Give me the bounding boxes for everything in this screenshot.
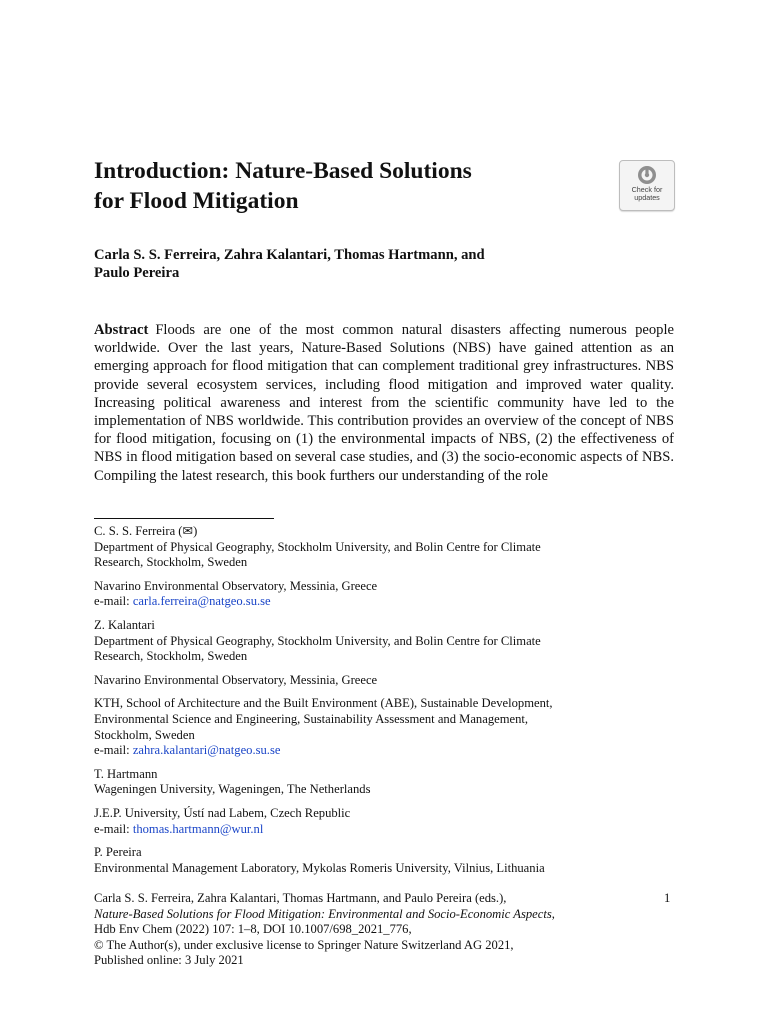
affiliation-line: Navarino Environmental Observatory, Messinia, Greece xyxy=(94,672,378,687)
affiliation-line: Navarino Environmental Observatory, Messinia, Greece xyxy=(94,578,378,593)
affiliation-ferreira xyxy=(94,524,684,571)
email-line: e-mail: zahra.kalantari@natgeo.su.se xyxy=(94,743,281,758)
affiliation-line: Environmental Management Laboratory, Mykolas Romeris University, Vilnius, Lithuania xyxy=(94,860,545,875)
affiliation-line: Research, Stockholm, Sweden xyxy=(94,555,248,570)
affiliation-line: Department of Physical Geography, Stockholm University, and Bolin Centre for Climate xyxy=(94,539,541,554)
affiliation-hartmann xyxy=(94,767,684,798)
affiliation-line: Stockholm, Sweden xyxy=(94,727,195,742)
affiliation-line: Department of Physical Geography, Stockholm University, and Bolin Centre for Climate xyxy=(94,633,541,648)
citation-copyright: © The Author(s), under exclusive license to Springer Nature Switzerland AG 2021, xyxy=(94,937,514,952)
affiliation-pereira xyxy=(94,845,684,876)
check-for-updates-icon xyxy=(637,165,657,185)
author-list-line1: Carla S. S. Ferreira, Zahra Kalantari, Thomas Hartmann, and xyxy=(94,247,485,263)
check-for-updates-label-1: Check for xyxy=(631,185,663,194)
abstract xyxy=(94,321,674,485)
citation-line: Carla S. S. Ferreira, Zahra Kalantari, Thomas Hartmann, and Paulo Pereira (eds.), xyxy=(94,891,507,905)
email-link-ferreira[interactable]: carla.ferreira@natgeo.su.se xyxy=(132,594,271,609)
author-list-line2: Paulo Pereira xyxy=(94,265,180,281)
affiliation-ferreira-2 xyxy=(94,579,684,610)
affiliation-line: KTH, School of Architecture and the Built Environment (ABE), Sustainable Development, xyxy=(94,696,553,711)
citation-footer xyxy=(94,891,684,969)
citation-doi: Hdb Env Chem (2022) 107: 1–8, DOI 10.1007/698_2021_776, xyxy=(94,922,412,937)
email-line: e-mail: carla.ferreira@natgeo.su.se xyxy=(94,594,271,609)
affiliation-line: Wageningen University, Wageningen, The Netherlands xyxy=(94,782,371,797)
email-line: e-mail: thomas.hartmann@wur.nl xyxy=(94,821,264,836)
citation-book-title: Nature-Based Solutions for Flood Mitigation: Environmental and Socio-Economic Aspects, xyxy=(94,906,555,921)
affiliation-line: Research, Stockholm, Sweden xyxy=(94,649,248,664)
abstract-label: Abstract xyxy=(94,322,149,338)
check-for-updates-label-2: updates xyxy=(634,193,660,202)
affiliation-hartmann-2 xyxy=(94,806,684,837)
author-name: T. Hartmann xyxy=(94,766,158,781)
footnote-divider xyxy=(94,518,274,519)
abstract-text: Floods are one of the most common natural disasters affecting numerous people worldwide. Over the last years, Nature-Based Solutions (NBS) have gained attention as an emerging approach for flood mitigation that can complement traditional grey infrastructures. NBS provide several ecosystem services, including flood mitigation and improved water quality. Increasing political awareness and interest from the scientific community have led to the implementation of NBS worldwide. This contribution provides an overview of the concept of NBS for flood mitigation, focusing on (1) the environmental impacts of NBS, (2) the effectiveness of NBS in flood mitigation based on several case studies, and (3) the socio-economic aspects of NBS. Compiling the latest research, this book furthers our understanding of the role xyxy=(94,322,674,484)
affiliation-line: Environmental Science and Engineering, Sustainability Assessment and Management, xyxy=(94,711,529,726)
email-link-hartmann[interactable]: thomas.hartmann@wur.nl xyxy=(132,821,264,836)
check-for-updates-badge[interactable] xyxy=(619,160,675,211)
chapter-title xyxy=(94,156,594,216)
email-link-kalantari[interactable]: zahra.kalantari@natgeo.su.se xyxy=(132,743,281,758)
citation-published: Published online: 3 July 2021 xyxy=(94,953,244,968)
page-number: 1 xyxy=(664,891,671,905)
affiliation-kalantari-2 xyxy=(94,673,684,689)
affiliation-line: J.E.P. University, Ústí nad Labem, Czech Republic xyxy=(94,805,351,820)
chapter-title-line1: Introduction: Nature-Based Solutions xyxy=(94,158,472,184)
affiliation-kalantari-3 xyxy=(94,696,684,758)
author-list xyxy=(94,246,654,282)
affiliations xyxy=(94,524,684,884)
author-name: C. S. S. Ferreira (✉) xyxy=(94,524,198,538)
author-name: P. Pereira xyxy=(94,845,142,860)
affiliation-kalantari xyxy=(94,618,684,665)
author-name: Z. Kalantari xyxy=(94,617,155,632)
chapter-title-line2: for Flood Mitigation xyxy=(94,188,299,214)
envelope-icon: ✉ xyxy=(182,524,194,538)
